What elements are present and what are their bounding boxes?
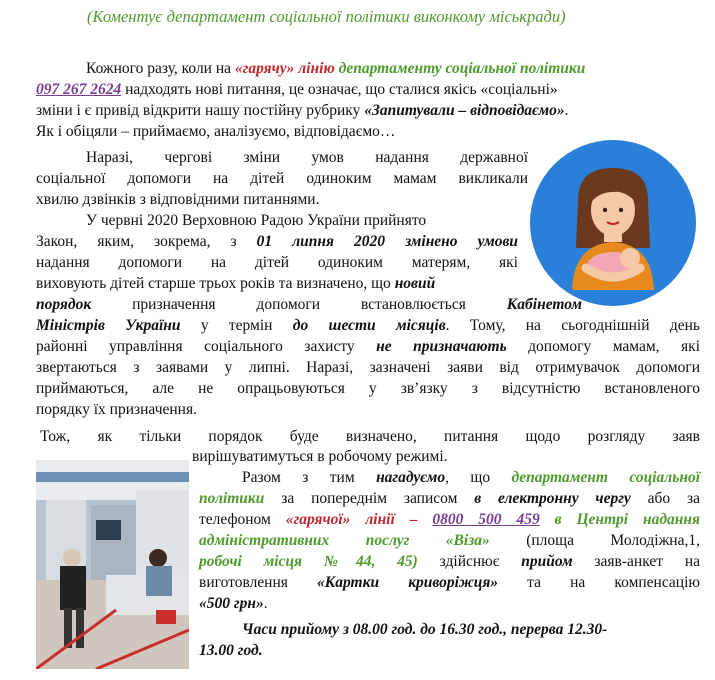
hotline-link-text: «гарячу» лінію — [234, 60, 335, 77]
p1-line3: зміни і є привід відкрити нашу постійну рубрику «Запитували – відповідаємо». — [36, 102, 569, 119]
hotline-phone-link[interactable]: 0800 500 459 — [432, 511, 540, 528]
hours-line2: 13.00 год. — [199, 642, 263, 659]
p5-line3: телефоном «гарячої» лінії – 0800 500 459 в Центрі надання — [199, 511, 700, 528]
hours-line1: Часи прийому з 08.00 год. до 16.30 год., перерва 12.30- — [242, 621, 608, 638]
p5-line6: виготовлення «Картки криворіжця» та на компенсацію — [199, 574, 700, 591]
p5-line5: робочі місця №44, 45) здійснює прийом заяв-анкет на — [199, 553, 700, 570]
p4-line1: Тож, як тільки порядок буде визначено, питання щодо розгляду заяв — [40, 428, 700, 445]
p1-line2: 097 267 2624 надходять нові питання, це означає, що сталися якісь «соціальні» — [36, 81, 558, 98]
p5-line1: Разом з тим нагадуємо, що департамент соціальної — [242, 469, 700, 486]
p3-line4: виховують дітей старше трьох років та визначено, що новий — [36, 275, 436, 292]
p3-line10: порядку їх призначення. — [36, 401, 197, 418]
p2-line2: соціальної допомоги на дітей одиноким мамам викликали — [36, 170, 528, 187]
p1-line1: Кожного разу, коли на «гарячу» лінію департаменту соціальної політики — [86, 60, 586, 77]
p3-line2: Закон, яким, зокрема, з 01 липня 2020 змінено умови — [36, 233, 518, 250]
office-photo — [36, 460, 189, 669]
page-subtitle: (Коментує департамент соціальної політики виконкому міськради) — [87, 7, 566, 26]
p3-line9: приймаються, але не опрацьовуються у зв’язку з відсутністю встановленого — [36, 380, 700, 397]
p3-line3: надання допомоги на дітей одиноким матерям, які — [36, 254, 518, 271]
p3-line5: порядок призначення допомоги встановлюється Кабінетом — [36, 296, 582, 313]
p1-line4: Як і обіцяли – приймаємо, аналізуємо, відповідаємо… — [36, 123, 396, 140]
p3-line1: У червні 2020 Верховною Радою України прийнято — [86, 212, 427, 229]
p3-line7: районні управління соціального захисту не призначають допомогу мамам, які — [36, 338, 701, 355]
p2-line1: Наразі, чергові зміни умов надання державної — [86, 149, 528, 166]
p3-line8: звертаються з заявами у липні. Наразі, зазначені заяви від отримувачок допомоги — [36, 359, 700, 376]
p5-line2: політики за попереднім записом в електронну чергу або за — [199, 490, 700, 507]
mother-baby-icon — [530, 140, 696, 306]
p4-line2: вирішуватимуться в робочому режимі. — [192, 448, 448, 465]
p3-line6: Міністрів України у термін до шести місяців. Тому, на сьогоднішній день — [36, 317, 700, 334]
phone-link[interactable]: 097 267 2624 — [36, 81, 122, 98]
p5-line7: «500 грн». — [199, 595, 268, 612]
p5-line4: адміністративних послуг «Віза» (площа Молодіжна,1, — [199, 532, 700, 549]
p2-line3: хвилю дзвінків з відповідними питаннями. — [36, 191, 320, 208]
